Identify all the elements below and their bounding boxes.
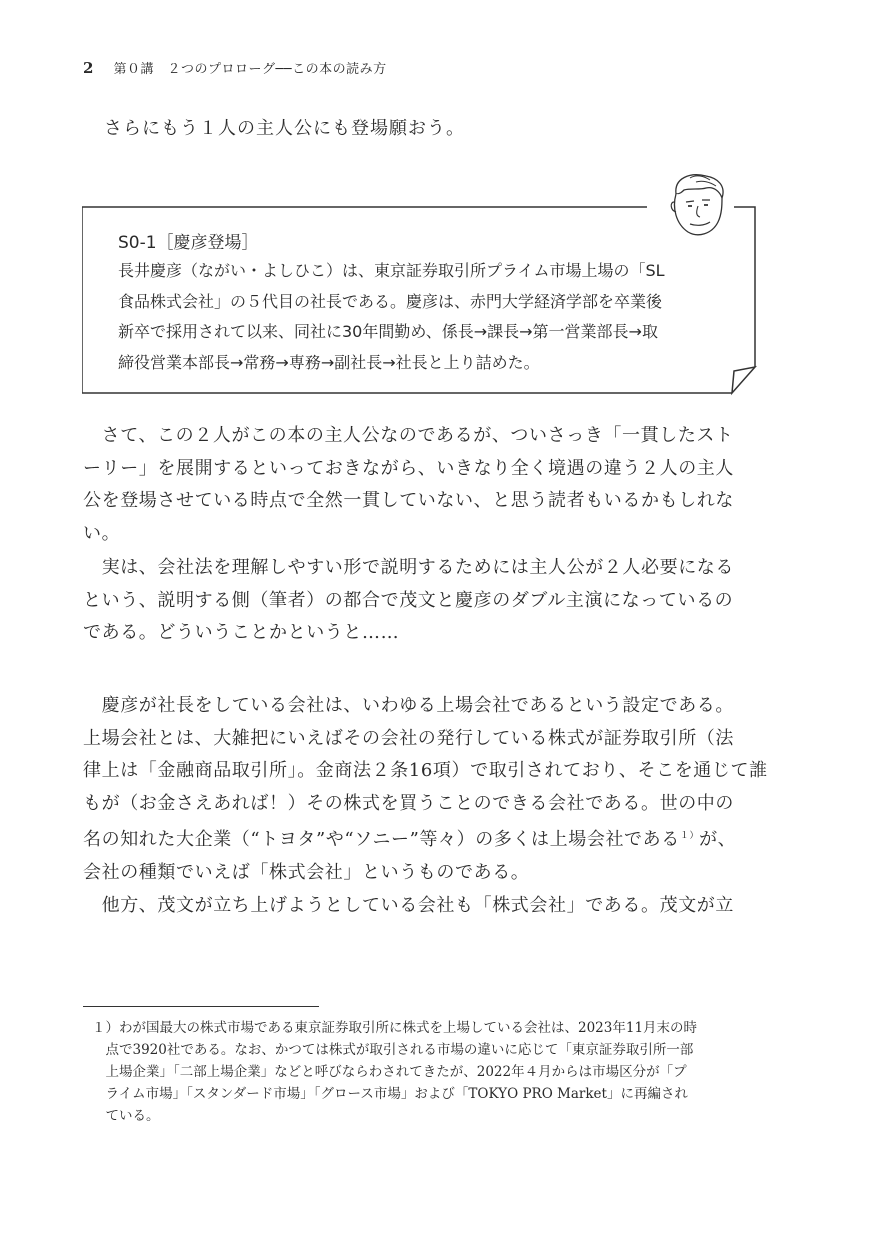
text-line: い。 [83,522,121,544]
text-line: 他方、茂文が立ち上げようとしている会社も「株式会社」である。茂文が立 [83,894,734,916]
footnote [92,1017,752,1127]
paragraph-3 [83,690,768,922]
text-line [83,820,755,857]
footnote-divider [83,1006,319,1007]
box-line: 食品株式会社」の５代目の社長である。慶彦は、赤門大学経済学部を卒業後 [118,291,663,311]
page-header [83,58,387,77]
box-line: 締役営業本部長→常務→専務→副社長→社長と上り詰めた。 [118,352,540,372]
text-line: もが（お金さえあれば！）その株式を買うことのできる会社である。世の中の [83,792,734,814]
box-line: 新卒で採用されて以来、同社に30年間勤め、係長→課長→第一営業部長→取 [118,322,658,341]
text-line: 律上は「金融商品取引所」。金商法２条16項）で取引されており、そこを通じて誰 [83,760,768,782]
text-line: 慶彦が社長をしている会社は、いわゆる上場会社であるという設定である。 [83,695,734,716]
footnote-ref[interactable]: １） [679,831,700,842]
footnote-line: 上場企業」「二部上場企業」などと呼びならわされてきたが、2022年４月からは市場区分が「プ [92,1064,687,1080]
character-face-icon [660,168,732,240]
text-line: 公を登場させている時点で全然一貫していない、と思う読者もいるかもしれな [83,490,734,512]
text-line: 会社の種類でいえば「株式会社」というものである。 [83,861,530,883]
box-line: 長井慶彦（ながい・よしひこ）は、東京証券取引所プライム市場上場の「SL [118,261,665,280]
footnote-line: １）わが国最大の株式市場である東京証券取引所に株式を上場している会社は、2023年11月末の時 [92,1020,698,1036]
footnote-line: ライム市場」「スタンダード市場」「グロース市場」および「TOKYO PRO Market」に再編され [92,1086,688,1102]
box-body [118,256,728,378]
text-line: 上場会社とは、大雑把にいえばその会社の発行している株式が証券取引所（法 [83,727,734,749]
paragraph-2 [83,552,755,650]
text-line: ーリー」を展開するといっておきながら、いきなり全く境遇の違う２人の主人 [83,457,734,479]
text-line: である。どういうことかというと…… [83,622,400,644]
text-segment: が、 [699,829,737,851]
page-number: 2 [83,59,94,77]
text-line: という、説明する側（筆者）の都合で茂文と慶彦のダブル主演になっているの [83,589,734,611]
text-line: 実は、会社法を理解しやすい形で説明するためには主人公が２人必要になる [83,557,734,578]
text-line: さて、この２人がこの本の主人公なのであるが、ついさっき「一貫したスト [83,425,734,446]
box-title: S0-1［慶彦登場］ [118,233,259,253]
footnote-line: 点で3920社である。なお、かつては株式が取引される市場の違いに応じて「東京証券取引所一部 [92,1042,694,1058]
footnote-line: ている。 [92,1108,160,1124]
paragraph-1 [83,420,755,550]
intro-line: さらにもう１人の主人公にも登場願おう。 [104,118,465,139]
text-segment: 名の知れた大企業（“トヨタ”や“ソニー”等々）の多くは上場会社である [83,829,680,851]
chapter-title: 第０講 ２つのプロローグ──この本の読み方 [113,62,387,77]
